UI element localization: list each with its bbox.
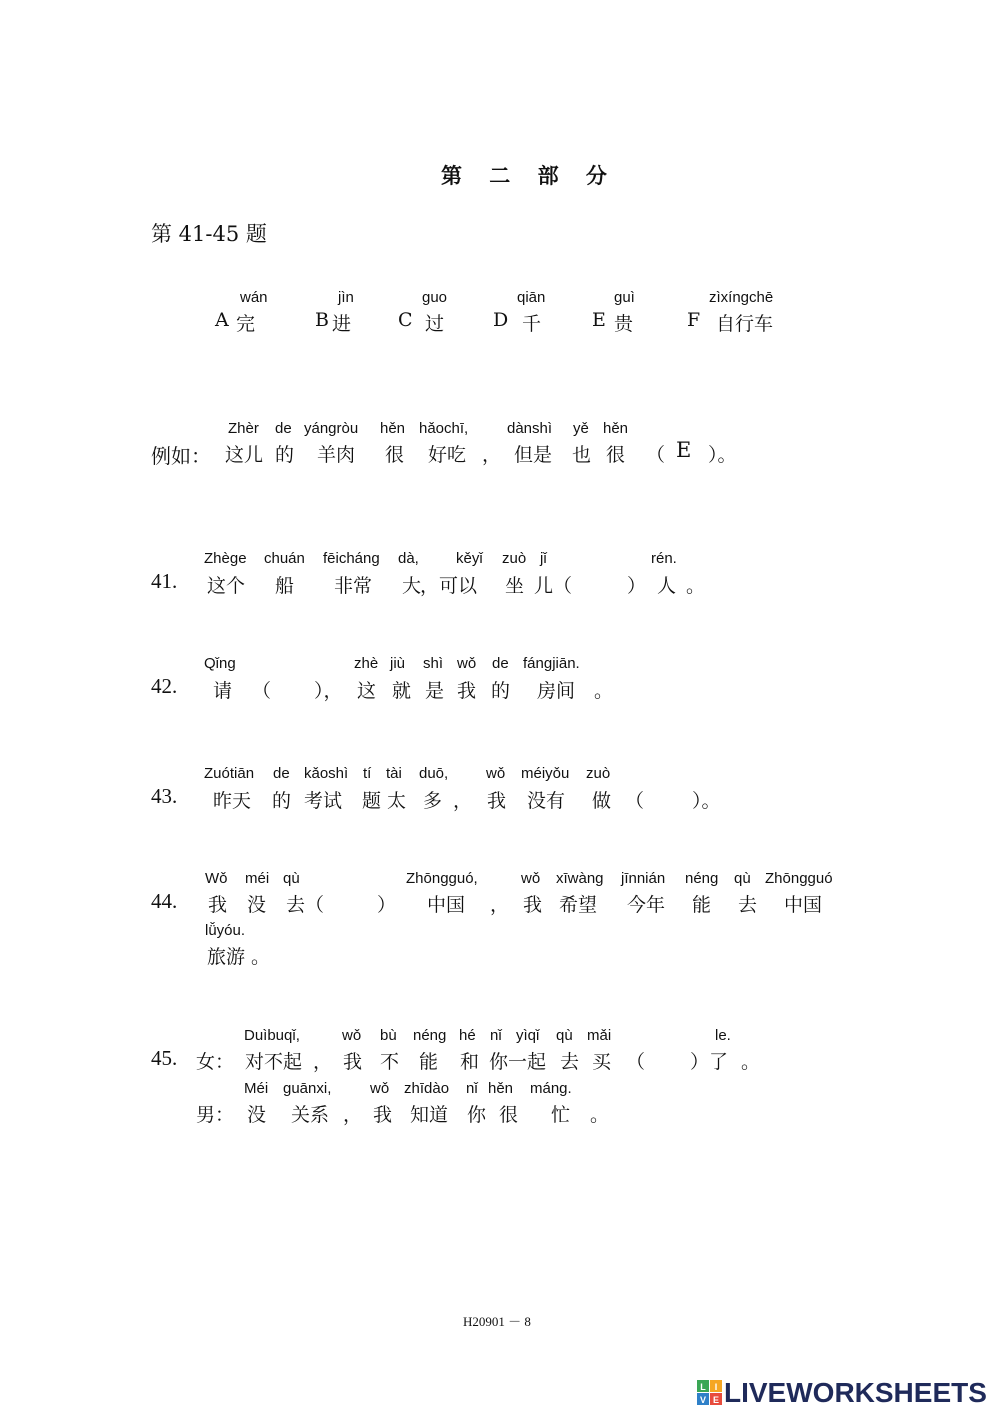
hanzi: 和: [460, 1051, 480, 1073]
hanzi: 的: [275, 444, 295, 466]
hanzi: 非常: [334, 575, 373, 597]
pinyin: lǚyóu.: [205, 922, 246, 939]
pinyin: zhīdào: [404, 1080, 450, 1097]
hanzi: 船: [275, 575, 295, 597]
pinyin: fángjiān.: [523, 655, 580, 672]
pinyin: wǒ: [370, 1080, 390, 1097]
pinyin: kǎoshì: [304, 765, 349, 782]
hanzi: 儿（: [534, 575, 573, 597]
question-number: 43.: [151, 784, 178, 808]
pinyin: dànshì: [507, 420, 553, 437]
pinyin: qù: [556, 1027, 573, 1044]
hanzi: 昨天: [213, 790, 252, 812]
svg-text:I: I: [714, 1382, 718, 1392]
hanzi: 没有: [527, 790, 566, 812]
pinyin: wǒ: [457, 655, 477, 672]
hanzi: 这儿: [225, 444, 264, 466]
pinyin: jǐ: [540, 550, 547, 567]
pinyin: yìqǐ: [516, 1027, 540, 1044]
hanzi: 坐: [505, 575, 525, 597]
hanzi: 我: [343, 1051, 363, 1073]
question-range: 第 41-45 题: [151, 222, 267, 246]
hanzi: ），: [314, 680, 343, 702]
answer-blank-41[interactable]: [575, 571, 625, 593]
option-f-letter: F: [687, 309, 701, 331]
hanzi: 我: [373, 1104, 393, 1126]
speaker-female: 女：: [196, 1051, 235, 1073]
hanzi: ，: [343, 1104, 363, 1126]
option-e-pinyin: guì: [614, 289, 635, 306]
hanzi: （: [646, 444, 666, 466]
svg-text:E: E: [712, 1395, 720, 1405]
hanzi: 很: [385, 444, 405, 466]
hanzi: ，: [490, 894, 510, 916]
hanzi: ，可以: [420, 575, 478, 597]
pinyin: tài: [386, 765, 402, 782]
hanzi: 也: [572, 444, 592, 466]
hanzi: （: [252, 680, 272, 702]
hanzi: 没: [247, 1104, 267, 1126]
hanzi: 中国: [784, 894, 823, 916]
hanzi: 人: [657, 575, 677, 597]
hanzi: 去: [738, 894, 758, 916]
option-a-char: 完: [236, 313, 256, 335]
hanzi: 是: [425, 680, 445, 702]
hanzi: 今年: [627, 894, 666, 916]
option-f-char: 自行车: [716, 313, 774, 335]
pinyin: Zhège: [204, 550, 247, 567]
hanzi: ，: [313, 1051, 333, 1073]
hanzi: 的: [491, 680, 511, 702]
hanzi: 多: [423, 790, 443, 812]
hanzi: 我: [487, 790, 507, 812]
hanzi: ）。: [692, 790, 721, 812]
hanzi: 请: [213, 680, 233, 702]
hanzi: ）。: [708, 444, 737, 466]
answer-blank-43[interactable]: [645, 786, 690, 808]
svg-text:L: L: [700, 1382, 706, 1392]
pinyin: chuán: [264, 550, 305, 567]
pinyin: néng: [413, 1027, 447, 1044]
hanzi: 希望: [559, 894, 598, 916]
hanzi: 中国: [427, 894, 466, 916]
pinyin: shì: [423, 655, 444, 672]
answer-blank-44[interactable]: [325, 890, 375, 912]
pinyin: de: [273, 765, 290, 782]
option-a-pinyin: wán: [240, 289, 268, 306]
pinyin: tí: [363, 765, 372, 782]
answer-blank-42[interactable]: [272, 676, 312, 698]
liveworksheets-brand[interactable]: LIVEWORKSHEETS: [724, 1377, 987, 1408]
hanzi: （: [626, 1051, 646, 1073]
question-number: 44.: [151, 889, 178, 913]
example-answer: E: [676, 438, 692, 462]
pinyin: Zhōngguó: [765, 870, 833, 887]
hanzi: 买: [592, 1051, 612, 1073]
pinyin: méi: [245, 870, 270, 887]
pinyin: Méi: [244, 1080, 269, 1097]
pinyin: jiù: [390, 655, 406, 672]
section-title: 第 二 部 分: [441, 163, 617, 188]
pinyin: guānxi,: [283, 1080, 332, 1097]
pinyin: Wǒ: [205, 870, 228, 887]
hanzi: 房间: [537, 680, 576, 702]
pinyin: fēicháng: [323, 550, 380, 567]
option-b-char: 进: [332, 313, 352, 335]
liveworksheets-logo-icon: [697, 1380, 723, 1406]
hanzi: 你一起: [489, 1051, 547, 1073]
pinyin: qù: [734, 870, 751, 887]
question-number: 41.: [151, 569, 178, 593]
pinyin: duō,: [419, 765, 449, 782]
answer-blank-45[interactable]: [646, 1047, 688, 1069]
page-footer: H20901 － 8: [463, 1314, 531, 1329]
pinyin: hěn: [603, 420, 629, 437]
pinyin: zuò: [502, 550, 527, 567]
option-b-pinyin: jìn: [338, 289, 354, 306]
pinyin: dà,: [398, 550, 419, 567]
option-d-pinyin: qiān: [517, 289, 546, 306]
hanzi: 大: [402, 575, 422, 597]
hanzi: 题: [362, 790, 382, 812]
pinyin: kěyǐ: [456, 550, 483, 567]
option-d-char: 千: [522, 313, 542, 335]
option-c-letter: C: [398, 309, 413, 331]
pinyin: zuò: [586, 765, 611, 782]
pinyin: yě: [573, 420, 589, 437]
hanzi: 不: [380, 1051, 400, 1073]
question-number: 42.: [151, 674, 178, 698]
pinyin: hǎochī,: [419, 420, 469, 437]
hanzi: 旅游 。: [207, 946, 271, 968]
hanzi: 。: [741, 1051, 761, 1073]
option-e-char: 贵: [614, 313, 634, 335]
pinyin: wǒ: [521, 870, 541, 887]
pinyin: bù: [380, 1027, 397, 1044]
pinyin: Zhèr: [228, 420, 259, 437]
hanzi: 就: [392, 680, 412, 702]
pinyin: méiyǒu: [521, 765, 570, 782]
pinyin: wǒ: [342, 1027, 362, 1044]
pinyin: mǎi: [587, 1027, 612, 1044]
pinyin: Duìbuqǐ,: [244, 1027, 300, 1044]
option-b-letter: B: [315, 309, 329, 331]
pinyin: rén.: [651, 550, 677, 567]
pinyin: Qǐng: [204, 655, 236, 672]
hanzi: 好吃: [428, 444, 467, 466]
pinyin: máng.: [530, 1080, 572, 1097]
hanzi: 。: [594, 680, 614, 702]
option-a-letter: A: [215, 309, 229, 331]
option-c-pinyin: guo: [422, 289, 448, 306]
hanzi: 考试: [304, 790, 343, 812]
option-c-char: 过: [425, 313, 445, 335]
hanzi: 去（: [286, 894, 325, 916]
hanzi: 但是: [514, 444, 553, 466]
pinyin: jīnnián: [621, 870, 666, 887]
speaker-male: 男：: [196, 1104, 235, 1126]
hanzi: 关系: [291, 1104, 330, 1126]
pinyin: hěn: [380, 420, 406, 437]
hanzi: 的: [272, 790, 292, 812]
hanzi: 做: [592, 790, 612, 812]
hanzi: 知道: [410, 1104, 449, 1126]
hanzi: ，: [453, 790, 473, 812]
pinyin: de: [492, 655, 509, 672]
hanzi: 这: [357, 680, 377, 702]
hanzi: ，: [482, 444, 502, 466]
pinyin: le.: [715, 1027, 731, 1044]
hanzi: 你: [467, 1104, 487, 1126]
hanzi: （: [625, 790, 645, 812]
pinyin: wǒ: [486, 765, 506, 782]
hanzi: 能: [419, 1051, 439, 1073]
hanzi: 我: [523, 894, 543, 916]
pinyin: néng: [685, 870, 719, 887]
hanzi: 羊肉: [317, 444, 356, 466]
hanzi: 很: [606, 444, 626, 466]
hanzi: 。: [686, 575, 706, 597]
pinyin: yángròu: [304, 420, 359, 437]
pinyin: Zhōngguó,: [406, 870, 478, 887]
pinyin: de: [275, 420, 292, 437]
hanzi: 对不起: [245, 1051, 303, 1073]
hanzi: 这个: [207, 575, 246, 597]
pinyin: xīwàng: [556, 870, 604, 887]
pinyin: hé: [459, 1027, 476, 1044]
hanzi: 很: [499, 1104, 519, 1126]
hanzi: 我: [208, 894, 228, 916]
pinyin: nǐ: [490, 1027, 502, 1044]
option-e-letter: E: [592, 309, 606, 331]
option-f-pinyin: zìxíngchē: [709, 289, 774, 306]
pinyin: Zuótiān: [204, 765, 255, 782]
svg-text:V: V: [699, 1395, 707, 1405]
hanzi: 太: [387, 790, 407, 812]
example-label: 例如：: [151, 444, 211, 468]
pinyin: nǐ: [466, 1080, 478, 1097]
hanzi: 去: [560, 1051, 580, 1073]
hanzi: ）: [377, 894, 397, 916]
pinyin: qù: [283, 870, 300, 887]
hanzi: 没: [247, 894, 267, 916]
hanzi: ）了: [690, 1051, 729, 1073]
hanzi: 我: [457, 680, 477, 702]
hanzi: 能: [692, 894, 712, 916]
question-number: 45.: [151, 1046, 178, 1070]
option-d-letter: D: [493, 309, 509, 331]
hanzi: 忙: [551, 1104, 571, 1126]
pinyin: hěn: [488, 1080, 514, 1097]
hanzi: ）: [627, 575, 647, 597]
hanzi: 。: [590, 1104, 610, 1126]
pinyin: zhè: [354, 655, 379, 672]
